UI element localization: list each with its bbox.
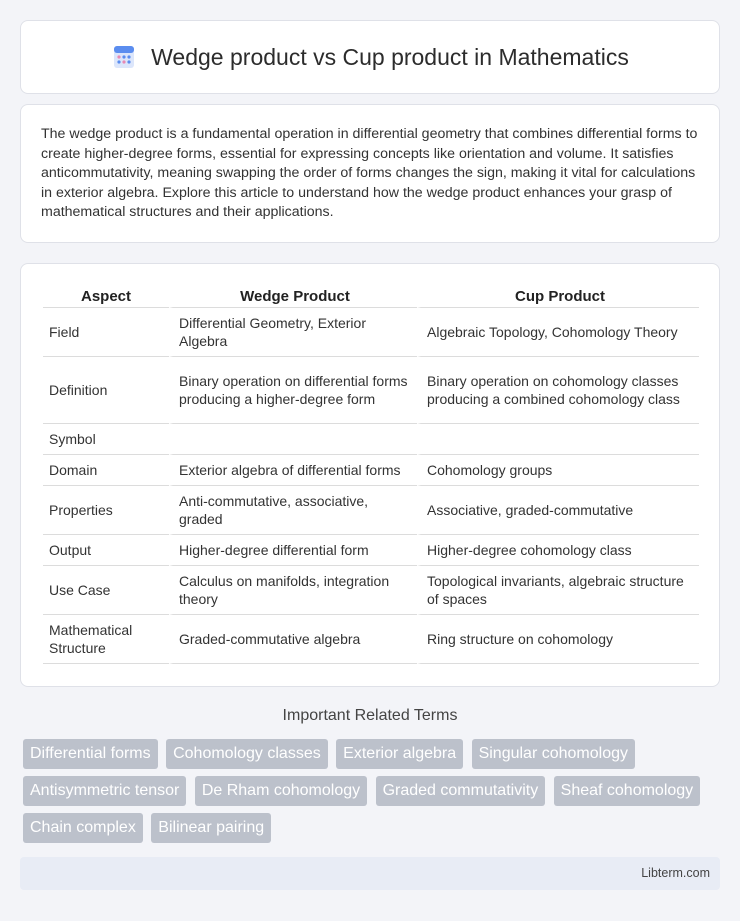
table-cell: Graded-commutative algebra <box>169 615 417 664</box>
table-cell: Output <box>43 535 169 566</box>
table-cell: Use Case <box>43 566 169 615</box>
page-title: Wedge product vs Cup product in Mathematics <box>151 43 629 70</box>
tag-cohomology-classes[interactable]: Cohomology classes <box>166 739 328 769</box>
table-row <box>43 566 699 615</box>
table-cell: Symbol <box>43 424 169 455</box>
table-cell: Algebraic Topology, Cohomology Theory <box>417 308 699 357</box>
table-cell: Ring structure on cohomology <box>417 615 699 664</box>
tag-sheaf-cohomology[interactable]: Sheaf cohomology <box>554 776 701 806</box>
table-row <box>43 615 699 664</box>
header-aspect: Aspect <box>43 284 169 308</box>
table-cell: Mathematical Structure <box>43 615 169 664</box>
table-cell: Differential Geometry, Exterior Algebra <box>169 308 417 357</box>
tag-graded-commutativity[interactable]: Graded commutativity <box>376 776 546 806</box>
tag-differential-forms[interactable]: Differential forms <box>23 739 158 769</box>
table-cell: Associative, graded-commutative <box>417 486 699 535</box>
table-cell: Calculus on manifolds, integration theory <box>169 566 417 615</box>
comparison-table <box>43 284 699 664</box>
table-cell: Cohomology groups <box>417 455 699 486</box>
tag-de-rham-cohomology[interactable]: De Rham cohomology <box>195 776 367 806</box>
table-row <box>43 535 699 566</box>
table-cell: Binary operation on differential forms producing a higher-degree form <box>169 357 417 424</box>
table-cell: Binary operation on cohomology classes producing a combined cohomology class <box>417 357 699 424</box>
footer-brand[interactable]: Libterm.com <box>641 866 710 880</box>
table-row <box>43 455 699 486</box>
tag-antisymmetric-tensor[interactable]: Antisymmetric tensor <box>23 776 186 806</box>
table-cell: Anti-commutative, associative, graded <box>169 486 417 535</box>
table-row <box>43 486 699 535</box>
calculator-icon <box>111 44 137 70</box>
intro-text: The wedge product is a fundamental operation in differential geometry that combines differential forms to create higher-degree forms, essential for expressing concepts like orientation and volume. It satisfies anticommutativity, meaning swapping the order of forms changes the sign, making it vital for calculations in exterior algebra. Explore this article to understand how the wedge product enhances your grasp of mathematical structures and their applications. <box>41 126 698 221</box>
table-cell: Definition <box>43 357 169 424</box>
table-header-row <box>43 284 699 308</box>
table-cell: Field <box>43 308 169 357</box>
table-row <box>43 424 699 455</box>
tag-singular-cohomology[interactable]: Singular cohomology <box>472 739 635 769</box>
table-cell: Higher-degree differential form <box>169 535 417 566</box>
related-terms-title: Important Related Terms <box>282 707 458 724</box>
tag-bilinear-pairing[interactable]: Bilinear pairing <box>151 813 271 843</box>
table-cell <box>169 424 417 455</box>
header-cup: Cup Product <box>417 284 699 308</box>
header-wedge: Wedge Product <box>169 284 417 308</box>
intro-card <box>20 104 720 243</box>
table-cell: Exterior algebra of differential forms <box>169 455 417 486</box>
tag-chain-complex[interactable]: Chain complex <box>23 813 143 843</box>
table-cell: Higher-degree cohomology class <box>417 535 699 566</box>
title-card <box>20 20 720 94</box>
table-cell: Domain <box>43 455 169 486</box>
tag-exterior-algebra[interactable]: Exterior algebra <box>336 739 463 769</box>
table-row <box>43 357 699 424</box>
related-terms-list <box>23 739 723 850</box>
table-row <box>43 308 699 357</box>
table-cell <box>417 424 699 455</box>
comparison-table-card <box>20 263 720 687</box>
table-cell: Topological invariants, algebraic structure of spaces <box>417 566 699 615</box>
table-cell: Properties <box>43 486 169 535</box>
footer <box>20 857 720 890</box>
